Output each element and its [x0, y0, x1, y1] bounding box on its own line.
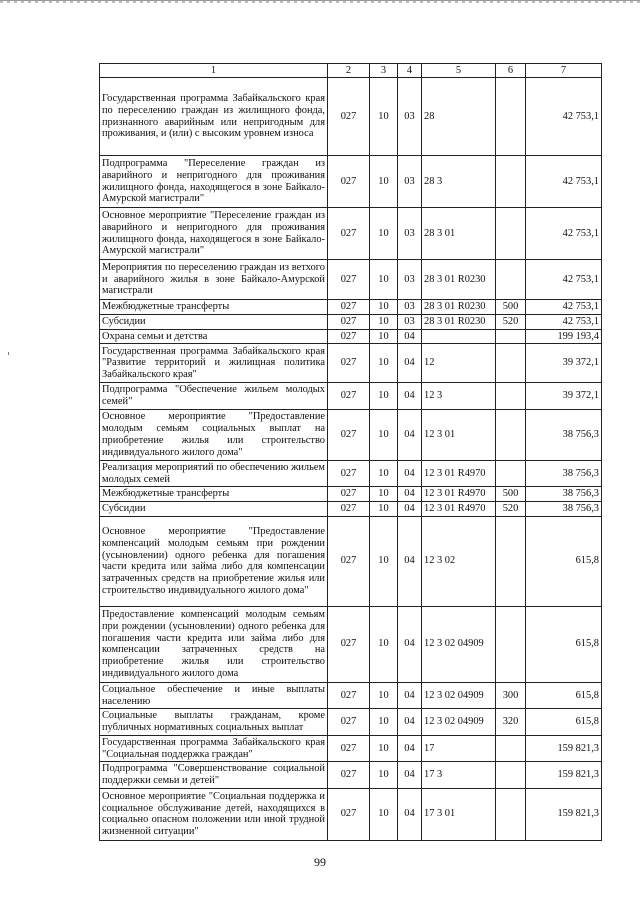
cell-amount: 159 821,3 — [526, 762, 602, 789]
cell-code-admin: 027 — [328, 409, 370, 460]
table-row — [100, 762, 602, 789]
cell-code-admin: 027 — [328, 314, 370, 329]
header-cell: 6 — [496, 64, 526, 78]
table-row — [100, 735, 602, 762]
cell-section: 10 — [370, 329, 398, 344]
cell-code-admin: 027 — [328, 208, 370, 260]
header-cell: 5 — [422, 64, 496, 78]
cell-subsection: 04 — [398, 709, 422, 736]
cell-section: 10 — [370, 788, 398, 840]
cell-section: 10 — [370, 682, 398, 709]
row-name-cell: Предоставление компенсаций молодым семьям при рождении (усыновлении) одного ребенка для погашения части кредита или займа либо для компенсации затраченных средств на приобретение жилья или строительство индивидуального жилого дома — [100, 606, 328, 682]
cell-expense-type: 520 — [496, 502, 526, 517]
cell-expense-type — [496, 460, 526, 487]
cell-section: 10 — [370, 344, 398, 383]
cell-amount: 39 372,1 — [526, 344, 602, 383]
row-name-cell: Основное мероприятие "Социальная поддержка и социальное обслуживание детей, находящихся в социально опасном положении или иной трудной жизненной ситуации" — [100, 788, 328, 840]
cell-expense-type — [496, 78, 526, 156]
header-cell: 2 — [328, 64, 370, 78]
cell-code-admin: 027 — [328, 606, 370, 682]
row-name-cell: Подпрограмма "Обеспечение жильем молодых семей" — [100, 383, 328, 410]
cell-subsection: 04 — [398, 344, 422, 383]
cell-target-article: 28 3 01 — [422, 208, 496, 260]
table-row — [100, 314, 602, 329]
header-cell: 4 — [398, 64, 422, 78]
cell-code-admin: 027 — [328, 762, 370, 789]
cell-amount: 42 753,1 — [526, 260, 602, 300]
cell-subsection: 03 — [398, 314, 422, 329]
cell-section: 10 — [370, 300, 398, 315]
table-row — [100, 487, 602, 502]
cell-subsection: 04 — [398, 606, 422, 682]
table-row — [100, 208, 602, 260]
cell-section: 10 — [370, 383, 398, 410]
cell-subsection: 04 — [398, 788, 422, 840]
cell-code-admin: 027 — [328, 344, 370, 383]
cell-target-article: 28 3 — [422, 156, 496, 208]
cell-amount: 42 753,1 — [526, 208, 602, 260]
cell-target-article: 12 3 01 R4970 — [422, 502, 496, 517]
budget-table — [99, 63, 602, 841]
cell-subsection: 03 — [398, 260, 422, 300]
table-row — [100, 329, 602, 344]
cell-amount: 38 756,3 — [526, 460, 602, 487]
cell-code-admin: 027 — [328, 460, 370, 487]
cell-code-admin: 027 — [328, 260, 370, 300]
row-name-cell: Государственная программа Забайкальского края "Развитие территорий и жилищная политика Забайкальского края" — [100, 344, 328, 383]
table-row — [100, 78, 602, 156]
cell-amount: 615,8 — [526, 606, 602, 682]
cell-expense-type: 500 — [496, 300, 526, 315]
header-cell: 3 — [370, 64, 398, 78]
cell-target-article: 12 — [422, 344, 496, 383]
cell-subsection: 04 — [398, 762, 422, 789]
cell-target-article: 17 3 01 — [422, 788, 496, 840]
row-name-cell: Охрана семьи и детства — [100, 329, 328, 344]
cell-code-admin: 027 — [328, 516, 370, 606]
cell-expense-type: 300 — [496, 682, 526, 709]
cell-expense-type — [496, 329, 526, 344]
table-row — [100, 383, 602, 410]
table-row — [100, 156, 602, 208]
row-name-cell: Государственная программа Забайкальского края по переселению граждан из жилищного фонда, признанного аварийным или непригодным для проживания, и (или) с высоким уровнем износа — [100, 78, 328, 156]
cell-amount: 38 756,3 — [526, 502, 602, 517]
table-row — [100, 409, 602, 460]
cell-target-article — [422, 329, 496, 344]
cell-subsection: 04 — [398, 487, 422, 502]
cell-expense-type — [496, 260, 526, 300]
cell-section: 10 — [370, 260, 398, 300]
cell-code-admin: 027 — [328, 709, 370, 736]
cell-amount: 42 753,1 — [526, 78, 602, 156]
cell-code-admin: 027 — [328, 502, 370, 517]
cell-expense-type: 520 — [496, 314, 526, 329]
cell-section: 10 — [370, 487, 398, 502]
table-row — [100, 788, 602, 840]
cell-subsection: 04 — [398, 383, 422, 410]
row-name-cell: Межбюджетные трансферты — [100, 300, 328, 315]
cell-subsection: 04 — [398, 329, 422, 344]
cell-target-article: 12 3 02 04909 — [422, 606, 496, 682]
row-name-cell: Социальные выплаты гражданам, кроме публичных нормативных социальных выплат — [100, 709, 328, 736]
page-number: 99 — [314, 855, 326, 869]
cell-expense-type — [496, 156, 526, 208]
cell-section: 10 — [370, 709, 398, 736]
table-row — [100, 516, 602, 606]
row-name-cell: Подпрограмма "Переселение граждан из аварийного и непригодного для проживания жилищного фонда, находящегося в зоне Байкало-Амурской магистрали" — [100, 156, 328, 208]
cell-target-article: 12 3 01 R4970 — [422, 460, 496, 487]
cell-target-article: 28 3 01 R0230 — [422, 260, 496, 300]
cell-section: 10 — [370, 314, 398, 329]
row-name-cell: Межбюджетные трансферты — [100, 487, 328, 502]
cell-expense-type — [496, 762, 526, 789]
cell-section: 10 — [370, 208, 398, 260]
cell-target-article: 12 3 02 04909 — [422, 709, 496, 736]
cell-amount: 39 372,1 — [526, 383, 602, 410]
cell-code-admin: 027 — [328, 329, 370, 344]
table-row — [100, 709, 602, 736]
cell-expense-type — [496, 383, 526, 410]
cell-subsection: 04 — [398, 502, 422, 517]
cell-section: 10 — [370, 735, 398, 762]
table-header-row — [100, 64, 602, 78]
cell-code-admin: 027 — [328, 383, 370, 410]
row-name-cell: Социальное обеспечение и иные выплаты населению — [100, 682, 328, 709]
cell-section: 10 — [370, 156, 398, 208]
cell-expense-type — [496, 516, 526, 606]
cell-target-article: 12 3 01 — [422, 409, 496, 460]
cell-target-article: 28 3 01 R0230 — [422, 300, 496, 315]
row-name-cell: Реализация мероприятий по обеспечению жильем молодых семей — [100, 460, 328, 487]
cell-target-article: 28 — [422, 78, 496, 156]
cell-subsection: 03 — [398, 300, 422, 315]
cell-amount: 199 193,4 — [526, 329, 602, 344]
row-name-cell: Мероприятия по переселению граждан из ветхого и аварийного жилья в зоне Байкало-Амурской магистрали — [100, 260, 328, 300]
cell-amount: 38 756,3 — [526, 409, 602, 460]
header-cell: 7 — [526, 64, 602, 78]
cell-section: 10 — [370, 78, 398, 156]
cell-section: 10 — [370, 516, 398, 606]
table-body — [100, 78, 602, 841]
cell-amount: 38 756,3 — [526, 487, 602, 502]
margin-mark — [8, 352, 12, 355]
cell-code-admin: 027 — [328, 300, 370, 315]
cell-expense-type — [496, 735, 526, 762]
cell-code-admin: 027 — [328, 735, 370, 762]
table-row — [100, 344, 602, 383]
row-name-cell: Основное мероприятие "Предоставление молодым семьям социальных выплат на приобретение жилья или строительство индивидуального жилого дома" — [100, 409, 328, 460]
row-name-cell: Субсидии — [100, 314, 328, 329]
row-name-cell: Государственная программа Забайкальского края "Социальная поддержка граждан" — [100, 735, 328, 762]
cell-target-article: 12 3 02 — [422, 516, 496, 606]
cell-target-article: 12 3 — [422, 383, 496, 410]
top-border-line — [0, 0, 640, 7]
cell-expense-type — [496, 788, 526, 840]
cell-amount: 159 821,3 — [526, 788, 602, 840]
cell-expense-type — [496, 409, 526, 460]
cell-section: 10 — [370, 409, 398, 460]
table-row — [100, 460, 602, 487]
cell-code-admin: 027 — [328, 682, 370, 709]
header-cell: 1 — [100, 64, 328, 78]
cell-code-admin: 027 — [328, 788, 370, 840]
cell-section: 10 — [370, 606, 398, 682]
cell-target-article: 17 3 — [422, 762, 496, 789]
cell-amount: 615,8 — [526, 682, 602, 709]
cell-section: 10 — [370, 460, 398, 487]
cell-section: 10 — [370, 762, 398, 789]
cell-subsection: 04 — [398, 409, 422, 460]
table-row — [100, 682, 602, 709]
row-name-cell: Основное мероприятие "Переселение граждан из аварийного и непригодного для проживания жилищного фонда, находящегося в зоне Байкало-Амурской магистрали" — [100, 208, 328, 260]
cell-target-article: 17 — [422, 735, 496, 762]
cell-subsection: 04 — [398, 460, 422, 487]
cell-subsection: 03 — [398, 78, 422, 156]
row-name-cell: Подпрограмма "Совершенствование социальной поддержки семьи и детей" — [100, 762, 328, 789]
cell-expense-type — [496, 208, 526, 260]
cell-amount: 615,8 — [526, 516, 602, 606]
cell-target-article: 12 3 01 R4970 — [422, 487, 496, 502]
cell-amount: 42 753,1 — [526, 314, 602, 329]
cell-subsection: 04 — [398, 516, 422, 606]
cell-subsection: 04 — [398, 682, 422, 709]
table-row — [100, 260, 602, 300]
cell-amount: 42 753,1 — [526, 156, 602, 208]
cell-expense-type: 320 — [496, 709, 526, 736]
cell-target-article: 28 3 01 R0230 — [422, 314, 496, 329]
cell-amount: 159 821,3 — [526, 735, 602, 762]
row-name-cell: Субсидии — [100, 502, 328, 517]
cell-expense-type — [496, 344, 526, 383]
cell-target-article: 12 3 02 04909 — [422, 682, 496, 709]
cell-amount: 42 753,1 — [526, 300, 602, 315]
cell-code-admin: 027 — [328, 156, 370, 208]
cell-subsection: 04 — [398, 735, 422, 762]
cell-expense-type — [496, 606, 526, 682]
cell-code-admin: 027 — [328, 78, 370, 156]
cell-subsection: 03 — [398, 208, 422, 260]
cell-code-admin: 027 — [328, 487, 370, 502]
row-name-cell: Основное мероприятие "Предоставление компенсаций молодым семьям при рождении (усыновлении) одного ребенка для погашения части кредита или займа либо для компенсации затраченных средств на приобретение жилья или строительство индивидуального жилого дома" — [100, 516, 328, 606]
table-row — [100, 300, 602, 315]
cell-section: 10 — [370, 502, 398, 517]
cell-expense-type: 500 — [496, 487, 526, 502]
cell-subsection: 03 — [398, 156, 422, 208]
table-row — [100, 502, 602, 517]
table-row — [100, 606, 602, 682]
cell-amount: 615,8 — [526, 709, 602, 736]
